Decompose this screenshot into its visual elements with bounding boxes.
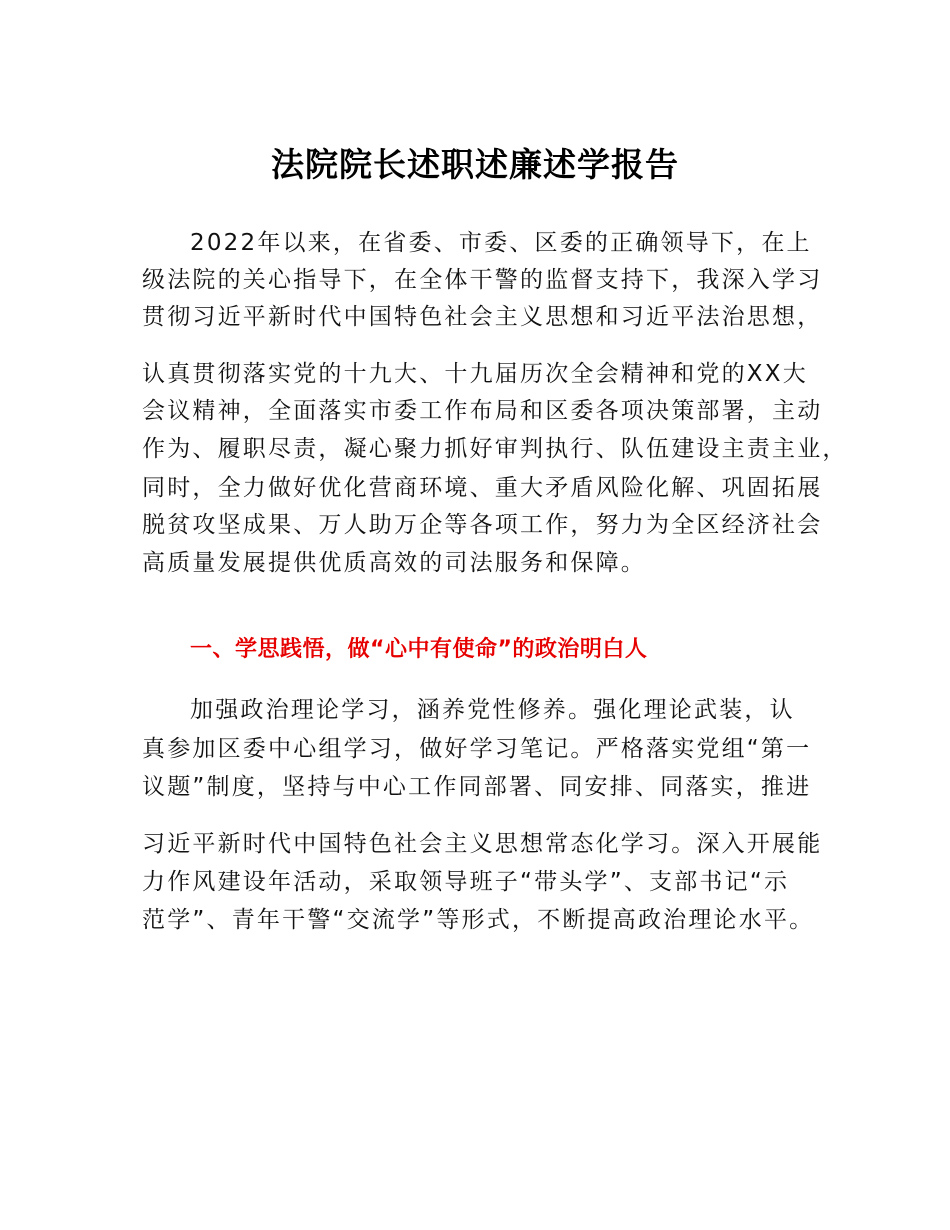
paragraph-line: 真参加区委中心组学习，做好学习笔记。严格落实党组“第一 (142, 736, 812, 762)
paragraph-line: 力作风建设年活动，采取领导班子“带头学”、支部书记“示 (142, 869, 790, 895)
paragraph-line: 范学”、青年干警“交流学”等形式，不断提高政治理论水平。 (142, 907, 815, 933)
paragraph-line: 贯彻习近平新时代中国特色社会主义思想和习近平法治思想， (142, 304, 823, 330)
paragraph-line: 2022年以来，在省委、市委、区委的正确领导下，在上 (190, 230, 812, 256)
paragraph-line: 脱贫攻坚成果、万人助万企等各项工作，努力为全区经济社会 (142, 512, 823, 538)
section-heading: 一、学思践悟，做“心中有使命”的政治明白人 (190, 637, 648, 662)
paragraph-line: 议题”制度，坚持与中心工作同部署、同安排、同落实，推进 (142, 774, 812, 800)
paragraph-line: 同时，全力做好优化营商环境、重大矛盾风险化解、巩固拓展 (142, 475, 823, 501)
document-title: 法院院长述职述廉述学报告 (271, 145, 679, 184)
paragraph-line: 加强政治理论学习，涵养党性修养。强化理论武装，认 (190, 697, 795, 723)
paragraph-line: 作为、履职尽责，凝心聚力抓好审判执行、队伍建设主责主业， (142, 436, 848, 462)
paragraph-line: 会议精神，全面落实市委工作布局和区委各项决策部署，主动 (142, 398, 823, 424)
paragraph-line: 高质量发展提供优质高效的司法服务和保障。 (142, 550, 646, 576)
paragraph-line: 级法院的关心指导下，在全体干警的监督支持下，我深入学习 (142, 267, 823, 293)
paragraph-line: 认真贯彻落实党的十九大、十九届历次全会精神和党的XX大 (142, 361, 808, 387)
paragraph-line: 习近平新时代中国特色社会主义思想常态化学习。深入开展能 (142, 831, 823, 857)
